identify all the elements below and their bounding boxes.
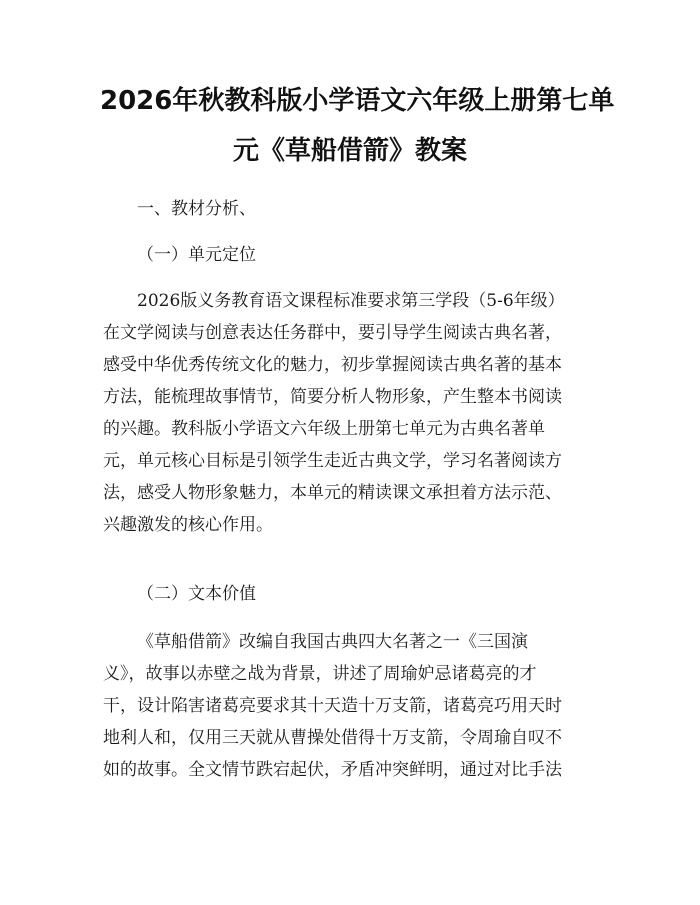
paragraph-1-line: 方法，能梳理故事情节，简要分析人物形象，产生整本书阅读 xyxy=(103,387,562,407)
paragraph-2-line: 地利人和，仅用三天就从曹操处借得十万支箭，令周瑜自叹不 xyxy=(103,728,562,748)
paragraph-1-line: 元，单元核心目标是引领学生走近古典文学，学习名著阅读方 xyxy=(103,451,562,471)
paragraph-1-line: 2026版义务教育语文课程标准要求第三学段（5-6年级） xyxy=(137,291,565,311)
document-title-line-2: 元《草船借箭》教案 xyxy=(232,136,467,166)
paragraph-2-line: 如的故事。全文情节跌宕起伏，矛盾冲突鲜明，通过对比手法 xyxy=(103,760,562,780)
subsection-heading-unit-position: （一）单元定位 xyxy=(137,245,256,265)
paragraph-1-line: 的兴趣。教科版小学语文六年级上册第七单元为古典名著单 xyxy=(103,419,545,439)
paragraph-1-line: 法，感受人物形象魅力，本单元的精读课文承担着方法示范、 xyxy=(103,483,562,503)
paragraph-2-line: 《草船借箭》改编自我国古典四大名著之一《三国演 xyxy=(137,632,528,652)
section-heading: 一、教材分析、 xyxy=(137,199,256,219)
paragraph-2-line: 干，设计陷害诸葛亮要求其十天造十万支箭，诸葛亮巧用天时 xyxy=(103,696,562,716)
paragraph-1-line: 在文学阅读与创意表达任务群中，要引导学生阅读古典名著， xyxy=(103,323,562,343)
paragraph-2-line: 义》，故事以赤壁之战为背景，讲述了周瑜妒忌诸葛亮的才 xyxy=(103,664,537,684)
subsection-heading-text-value: （二）文本价值 xyxy=(137,584,256,604)
document-title-line-1: 2026年秋教科版小学语文六年级上册第七单 xyxy=(100,86,615,116)
paragraph-1-line: 感受中华优秀传统文化的魅力，初步掌握阅读古典名著的基本 xyxy=(103,355,562,375)
paragraph-1-line: 兴趣激发的核心作用。 xyxy=(103,515,273,535)
